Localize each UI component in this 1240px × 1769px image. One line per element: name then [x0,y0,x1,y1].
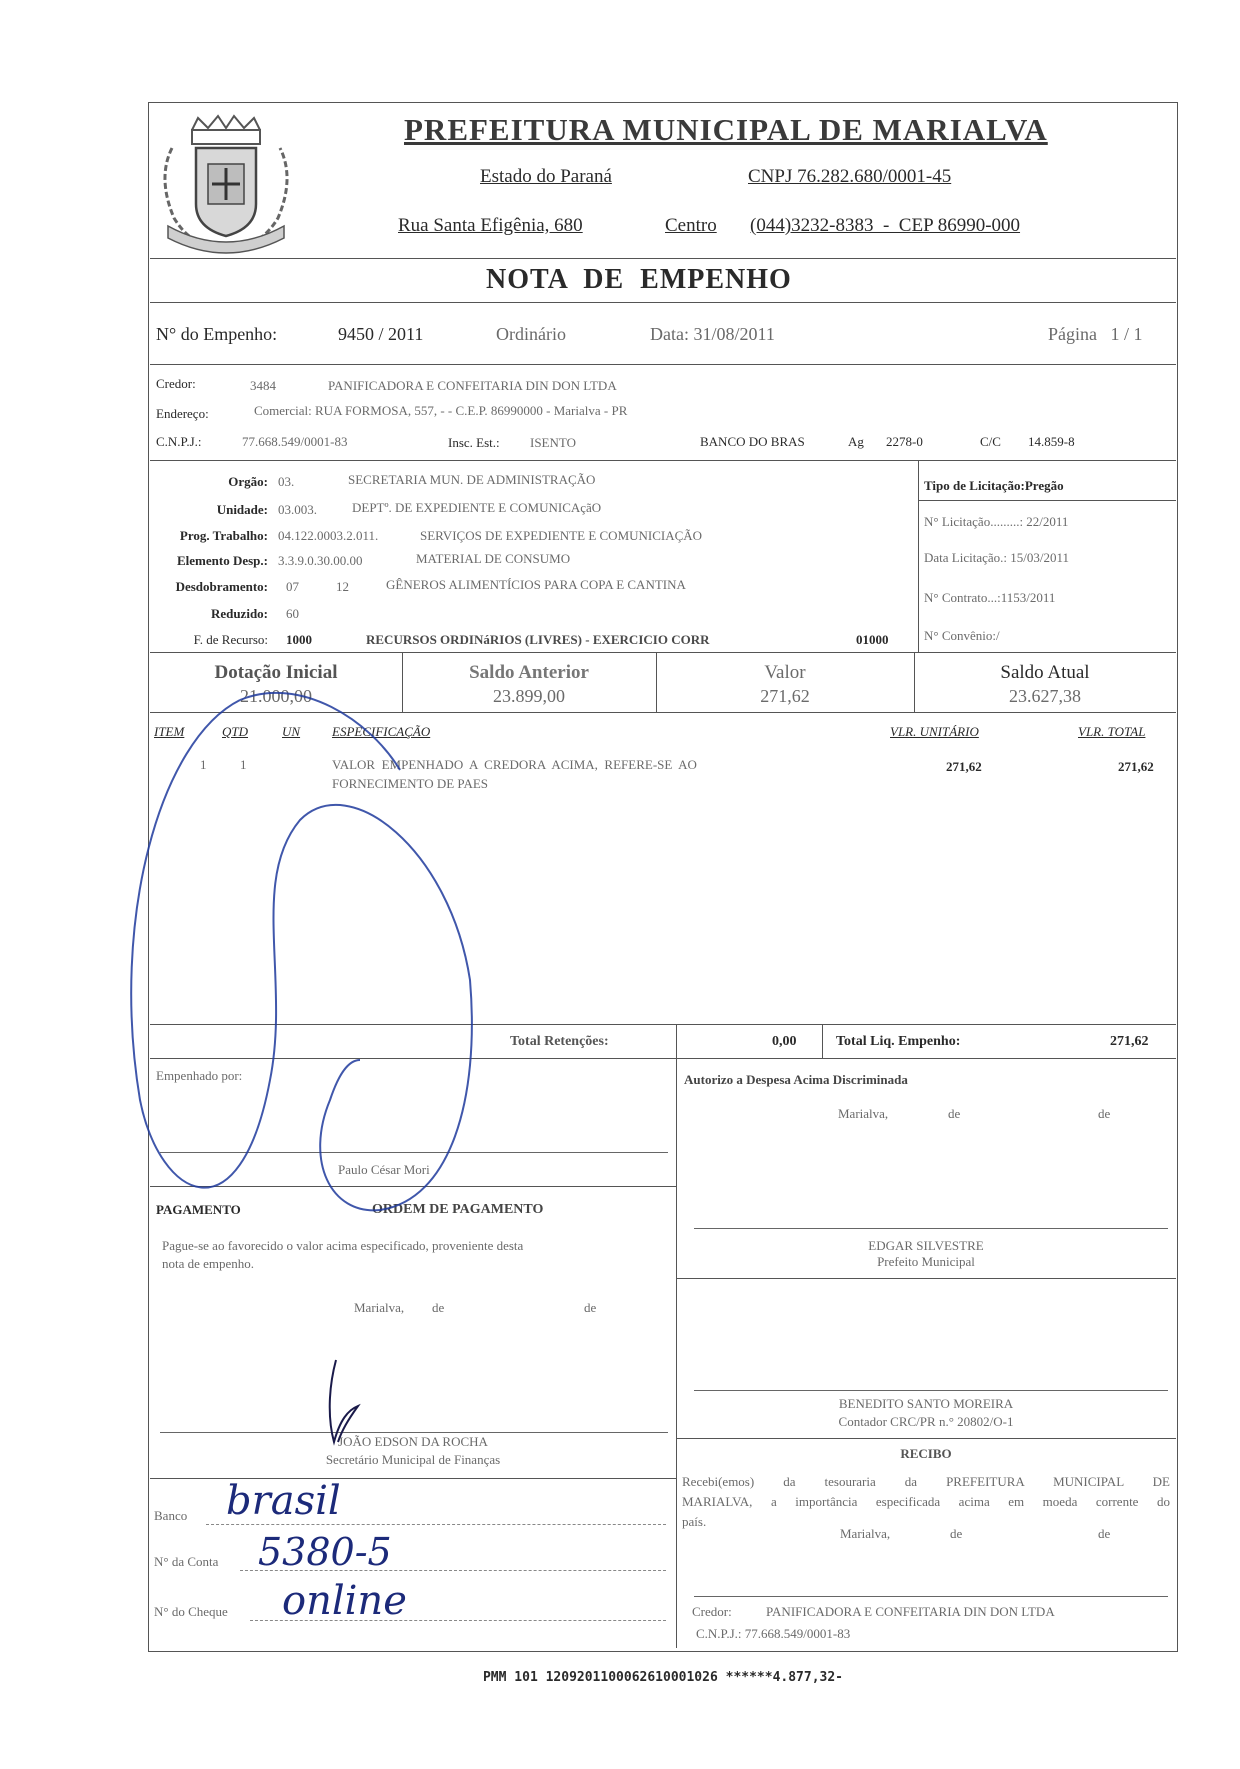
item-qtd: 1 [240,757,247,772]
conta-label: N° da Conta [154,1554,219,1569]
col-header-vlr-total: VLR. TOTAL [1078,724,1146,739]
cheque-handwritten: online [282,1578,407,1624]
ordem-place: Marialva, [354,1300,405,1315]
recibo-texto-2: MARIALVA, a importância especificada acima em moeda corrente do [682,1494,1170,1509]
orgao-name: SECRETARIA MUN. DE ADMINISTRAÇÃO [348,472,596,487]
prog-label: Prog. Trabalho: [179,528,268,543]
item-unit-value: 271,62 [946,759,982,774]
header-title: PREFEITURA MUNICIPAL DE MARIALVA [404,112,1048,147]
licitacao-numero: N° Licitação.........: 22/2011 [924,514,1069,529]
saldo-anterior-value: 23.899,00 [493,686,565,706]
total-retencoes-value: 0,00 [772,1034,797,1049]
desdobramento-label: Desdobramento: [175,579,268,594]
orgao-code: 03. [278,474,295,489]
doc-title: NOTA DE EMPENHO [486,264,792,295]
licitacao-convenio: N° Convênio:/ [924,628,1000,643]
header-state: Estado do Paraná [480,166,612,187]
item-number: 1 [200,757,207,772]
elemento-code: 3.3.9.0.30.00.00 [278,553,363,568]
col-header-especificacao: ESPECIFICAÇÃO [332,724,431,739]
credor-bank: BANCO DO BRAS [700,434,805,449]
recibo-texto-3: país. [682,1514,707,1529]
total-retencoes-label: Total Retenções: [510,1034,609,1049]
recibo-place: Marialva, [840,1526,891,1541]
secretario-cargo: Secretário Municipal de Finanças [325,1452,501,1467]
contador-cargo: Contador CRC/PR n.° 20802/O-1 [838,1414,1014,1429]
col-header-item: ITEM [154,724,185,739]
municipal-crest [152,108,300,258]
item-total-value: 271,62 [1118,759,1154,774]
valor-value: 271,62 [760,686,810,706]
col-header-qtd: QTD [222,724,249,739]
credor-cc-label: C/C [980,434,1001,449]
saldo-anterior-label: Saldo Anterior [469,662,589,683]
recurso-name: RECURSOS ORDINáRIOS (LIVRES) - EXERCICIO CORR [366,632,710,647]
ordem-pagamento-label: ORDEM DE PAGAMENTO [372,1202,544,1217]
valor-label: Valor [764,662,806,683]
desdobramento-b: 12 [336,579,349,594]
cheque-label: N° do Cheque [154,1604,228,1619]
autorizo-place: Marialva, [838,1106,889,1121]
crest-emblem-icon [152,108,300,258]
prog-code: 04.122.0003.2.011. [278,528,379,543]
header-cnpj: CNPJ 76.282.680/0001-45 [748,166,952,187]
unidade-code: 03.003. [278,502,317,517]
desdobramento-name: GÊNEROS ALIMENTÍCIOS PARA COPA E CANTINA [386,577,686,592]
empenho-label: N° do Empenho: [156,324,278,344]
prog-name: SERVIÇOS DE EXPEDIENTE E COMUNICIAÇÃO [420,528,703,543]
item-desc-line2: FORNECIMENTO DE PAES [332,776,489,791]
autorizo-de-2: de [1098,1106,1111,1121]
recibo-credor-nome: PANIFICADORA E CONFEITARIA DIN DON LTDA [766,1604,1055,1619]
recibo-label: RECIBO [900,1446,952,1461]
banco-handwritten: brasil [226,1478,341,1524]
empenhado-por-nome: Paulo César Mori [338,1162,430,1177]
secretario-nome: JOÃO EDSON DA ROCHA [338,1434,488,1449]
pagamento-label: PAGAMENTO [156,1202,241,1217]
credor-name: PANIFICADORA E CONFEITARIA DIN DON LTDA [328,378,617,393]
header-phone-cep: (044)3232-8383 - CEP 86990-000 [750,215,1021,236]
recibo-credor-cnpj: C.N.P.J.: 77.668.549/0001-83 [696,1626,851,1641]
autorizo-de-1: de [948,1106,961,1121]
recibo-texto-1: Recebi(emos) da tesouraria da PREFEITURA MUNICIPAL DE [682,1474,1170,1489]
col-header-vlr-unitario: VLR. UNITÁRIO [890,724,979,739]
saldo-atual-label: Saldo Atual [1000,662,1090,683]
item-desc-line1: VALOR EMPENHADO A CREDORA ACIMA, REFERE-SE AO [332,757,697,772]
unidade-label: Unidade: [216,502,268,517]
secretario-signature-mark [318,1350,368,1450]
desdobramento-a: 07 [286,579,299,594]
empenho-page: Página 1 / 1 [1048,324,1143,344]
empenhado-por-label: Empenhado por: [156,1068,243,1083]
banco-label: Banco [154,1508,188,1523]
credor-cc: 14.859-8 [1028,434,1075,449]
recibo-credor-label: Credor: [692,1604,732,1619]
recibo-de-1: de [950,1526,963,1541]
credor-cnpj: 77.668.549/0001-83 [242,434,348,449]
prefeito-nome: EDGAR SILVESTRE [868,1238,984,1253]
credor-insc-label: Insc. Est.: [448,435,500,450]
reduzido-label: Reduzido: [210,606,268,621]
credor-cnpj-label: C.N.P.J.: [156,434,202,449]
credor-ag: 2278-0 [886,434,923,449]
empenho-kind: Ordinário [496,324,566,344]
total-liquido-label: Total Liq. Empenho: [836,1034,961,1049]
credor-code: 3484 [250,378,276,393]
empenho-number: 9450 / 2011 [338,324,424,344]
licitacao-tipo: Tipo de Licitação:Pregão [924,478,1064,493]
elemento-name: MATERIAL DE CONSUMO [416,551,571,566]
licitacao-data: Data Licitação.: 15/03/2011 [924,550,1069,565]
total-liquido-value: 271,62 [1110,1034,1149,1049]
reduzido-value: 60 [286,606,299,621]
orgao-label: Orgão: [228,474,268,489]
conta-handwritten: 5380-5 [258,1530,392,1574]
credor-label: Credor: [156,376,196,391]
recurso-label: F. de Recurso: [193,632,268,647]
saldo-atual-value: 23.627,38 [1009,686,1081,706]
col-header-un: UN [282,724,301,739]
prefeito-cargo: Prefeito Municipal [877,1254,975,1269]
recurso-number: 01000 [856,632,889,647]
contador-nome: BENEDITO SANTO MOREIRA [838,1396,1014,1411]
ordem-de-2: de [584,1300,597,1315]
header-district: Centro [665,215,717,236]
handwritten-signature-loop [120,680,500,1240]
recurso-code: 1000 [286,632,312,647]
header-address: Rua Santa Efigênia, 680 [398,215,583,236]
credor-insc: ISENTO [530,435,576,450]
ordem-de-1: de [432,1300,445,1315]
footer-code: PMM 101 1209201100062610001026 ******4.877,32- [482,1670,844,1685]
elemento-label: Elemento Desp.: [177,553,268,568]
unidade-name: DEPTº. DE EXPEDIENTE E COMUNICAçãO [352,500,602,515]
ordem-texto-1: Pague-se ao favorecido o valor acima especificado, proveniente desta [162,1238,524,1253]
credor-address-label: Endereço: [156,406,209,421]
autorizo-label: Autorizo a Despesa Acima Discriminada [684,1072,908,1087]
dotacao-value: 21.000,00 [240,686,312,706]
credor-address: Comercial: RUA FORMOSA, 557, - - C.E.P. 86990000 - Marialva - PR [254,403,628,418]
ordem-texto-2: nota de empenho. [162,1256,255,1271]
recibo-de-2: de [1098,1526,1111,1541]
licitacao-contrato: N° Contrato...:1153/2011 [924,590,1056,605]
dotacao-label: Dotação Inicial [214,662,338,683]
empenho-date: Data: 31/08/2011 [650,324,775,344]
credor-ag-label: Ag [848,434,864,449]
